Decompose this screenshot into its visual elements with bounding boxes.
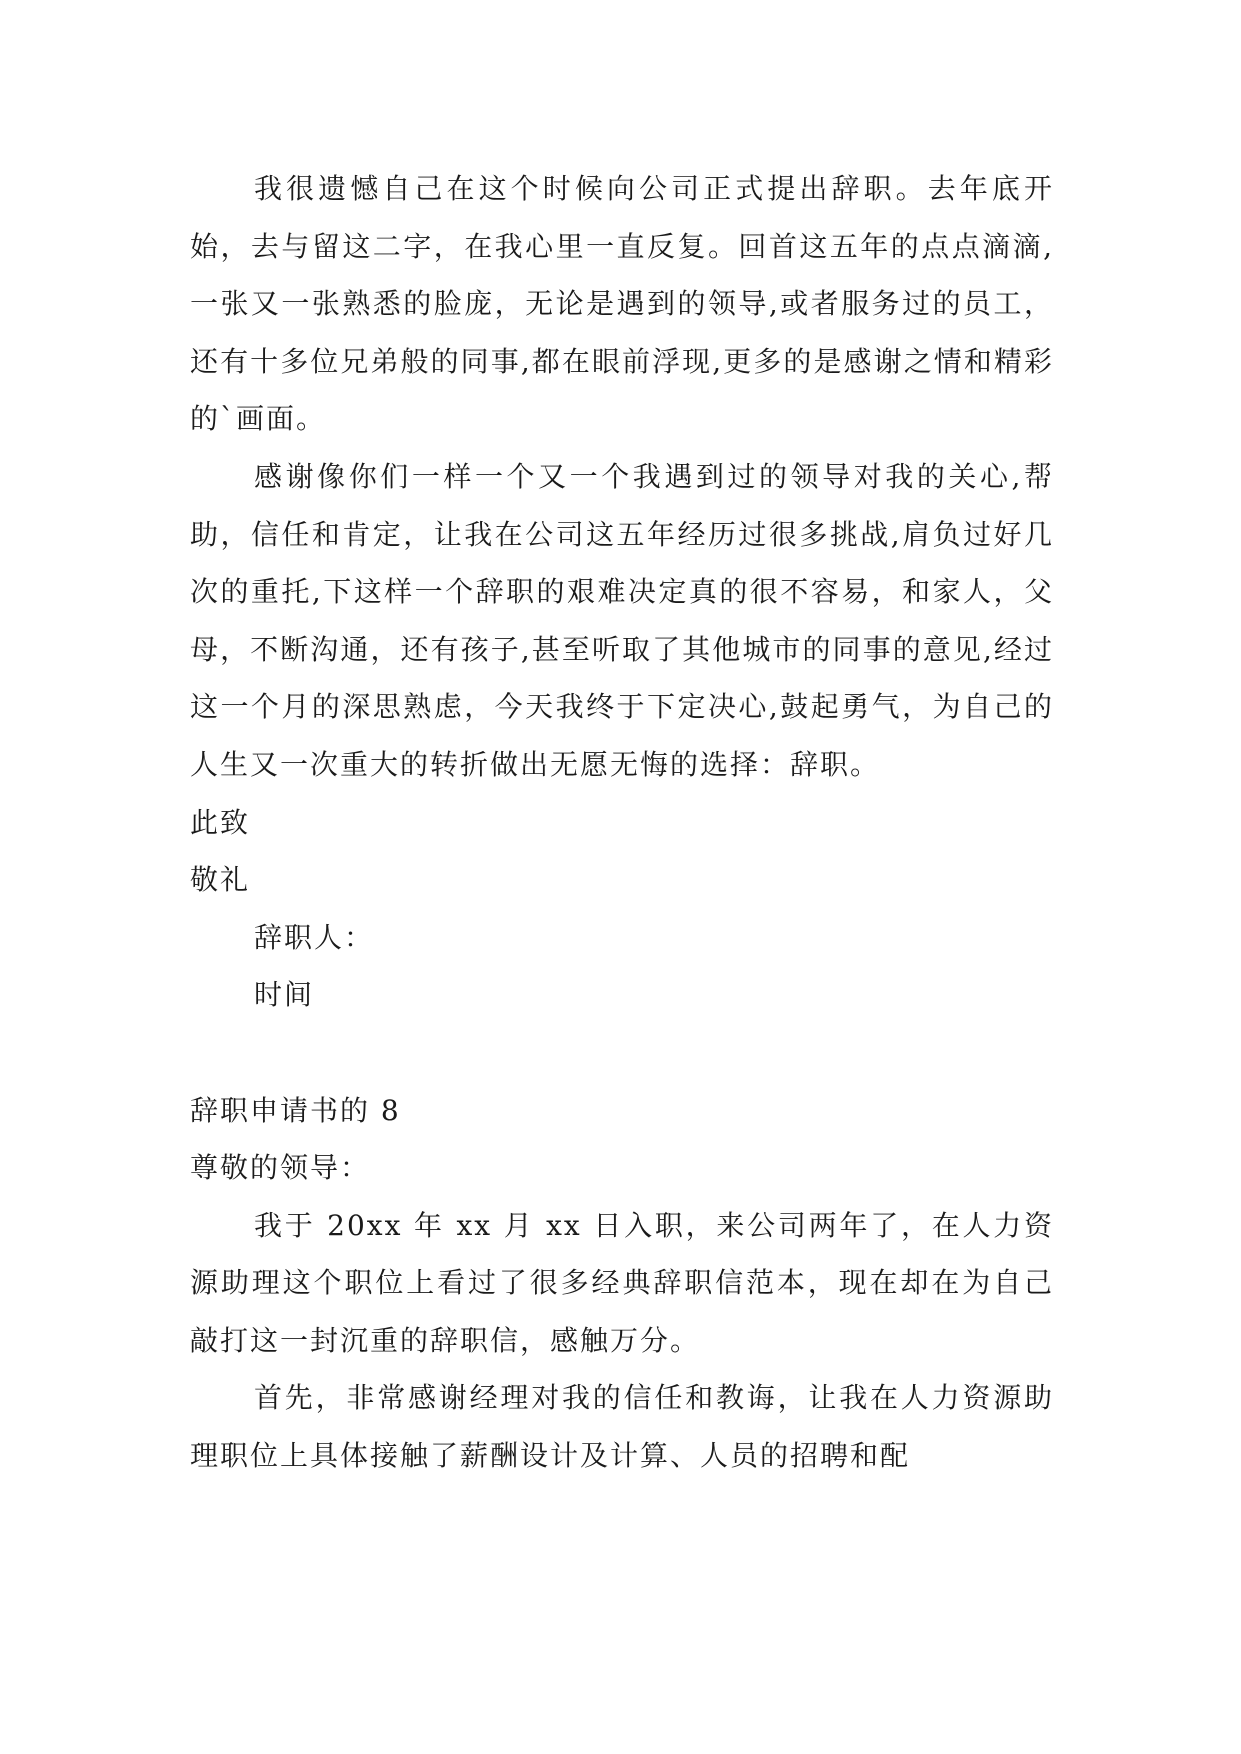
letter1-paragraph-1: 我很遗憾自己在这个时候向公司正式提出辞职。去年底开始，去与留这二字，在我心里一直反复。回首这五年的点点滴滴,一张又一张熟悉的脸庞，无论是遇到的领导,或者服务过的员工，还有十多位兄弟般的同事,都在眼前浮现,更多的是感谢之情和精彩的`画面。 [190,172,1054,436]
section-gap [190,1024,1054,1082]
closing-jingli: 敬礼 [190,863,251,897]
closing-cizhi: 此致 [190,805,251,839]
letter2-salutation: 尊敬的领导： [190,1151,371,1185]
letter2-title: 辞职申请书的 8 [190,1093,401,1127]
letter2-paragraph-2: 首先，非常感谢经理对我的信任和教诲，让我在人力资源助理职位上具体接触了薪酬设计及计算、人员的招聘和配 [190,1381,1054,1473]
signer-label: 辞职人： [254,920,375,954]
letter1-paragraph-2: 感谢像你们一样一个又一个我遇到过的领导对我的关心,帮助，信任和肯定，让我在公司这五年经历过很多挑战,肩负过好几次的重托,下这样一个辞职的艰难决定真的很不容易，和家人，父母，不断沟通，还有孩子,甚至听取了其他城市的同事的意见,经过这一个月的深思熟虑，今天我终于下定决心,鼓起勇气，为自己的人生又一次重大的转折做出无愿无悔的选择：辞职。 [190,459,1054,781]
date-label: 时间 [254,978,315,1012]
document-body [190,160,1054,1485]
letter2-paragraph-1: 我于 20xx 年 xx 月 xx 日入职，来公司两年了，在人力资源助理这个职位上看过了很多经典辞职信范本，现在却在为自己敲打这一封沉重的辞职信，感触万分。 [190,1208,1054,1357]
